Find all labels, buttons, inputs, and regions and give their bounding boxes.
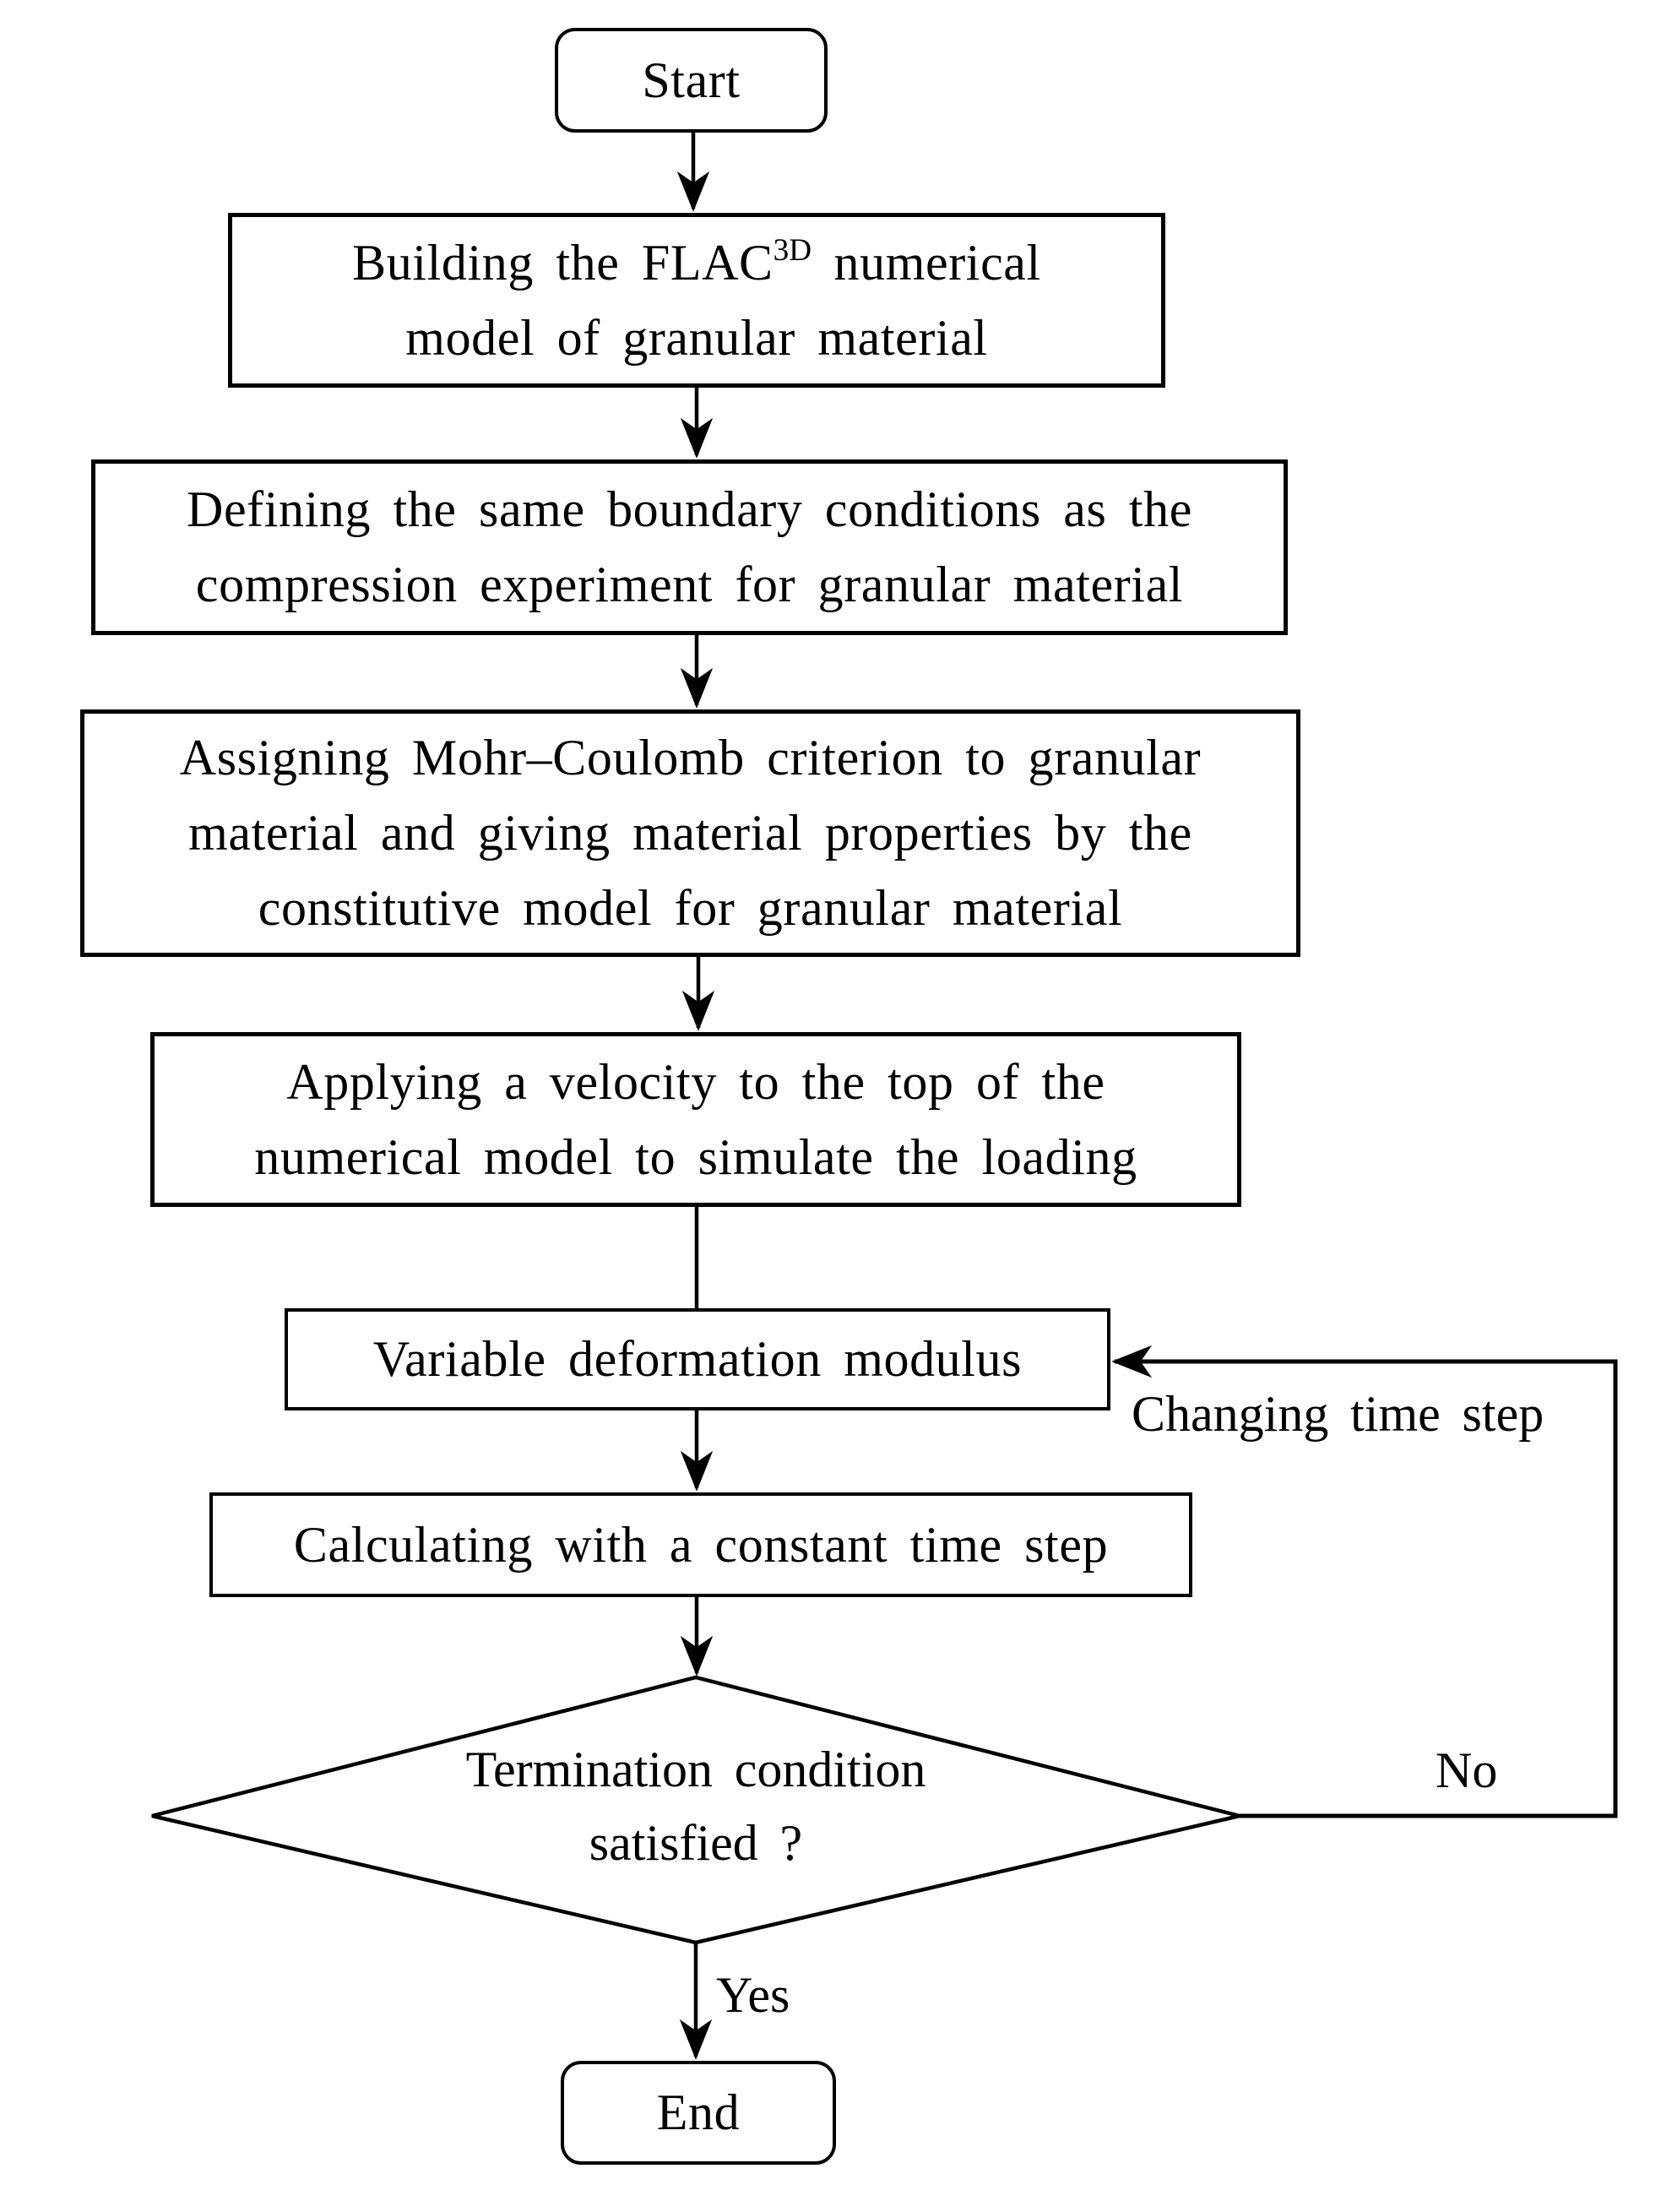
edge-label-yes: Yes xyxy=(716,1967,790,2023)
build-model-node xyxy=(228,213,1165,388)
boundary-line2: compression experiment for granular material xyxy=(195,557,1184,612)
variable-modulus-label: Variable deformation modulus xyxy=(372,1331,1023,1388)
apply-velocity-line2: numerical model to simulate the loading xyxy=(254,1128,1137,1185)
build-model-line1 xyxy=(352,226,1041,301)
flac-3d-superscript: 3D xyxy=(773,232,812,268)
mohr-coulomb-line3: constitutive model for granular material xyxy=(258,879,1123,936)
constant-time-step-node xyxy=(209,1492,1192,1597)
termination-line2: satisfied ? xyxy=(589,1815,803,1871)
start-label: Start xyxy=(642,52,741,108)
end-label: End xyxy=(656,2084,741,2141)
build-model-line2: model of granular material xyxy=(405,309,988,366)
end-node xyxy=(561,2061,836,2165)
mohr-coulomb-node xyxy=(80,709,1300,957)
edge-label-changing-time-step: Changing time step xyxy=(1132,1386,1544,1442)
boundary-conditions-node xyxy=(91,459,1288,635)
constant-time-step-label: Calculating with a constant time step xyxy=(293,1516,1109,1573)
start-node xyxy=(555,28,828,133)
mohr-coulomb-line1: Assigning Mohr–Coulomb criterion to granular xyxy=(179,730,1202,786)
apply-velocity-line1: Applying a velocity to the top of the xyxy=(286,1053,1105,1110)
mohr-coulomb-line2: material and giving material properties by the xyxy=(188,805,1192,861)
edge-label-no: No xyxy=(1436,1742,1498,1798)
variable-modulus-node xyxy=(285,1308,1110,1410)
apply-velocity-node xyxy=(150,1032,1241,1207)
build-model-line1-pre: Building the FLAC xyxy=(352,234,774,291)
termination-decision-node xyxy=(358,1733,1034,1880)
build-model-line1-post: numerical xyxy=(812,234,1041,291)
boundary-line1: Defining the same boundary conditions as the xyxy=(187,481,1192,538)
termination-line1: Termination condition xyxy=(465,1742,926,1797)
